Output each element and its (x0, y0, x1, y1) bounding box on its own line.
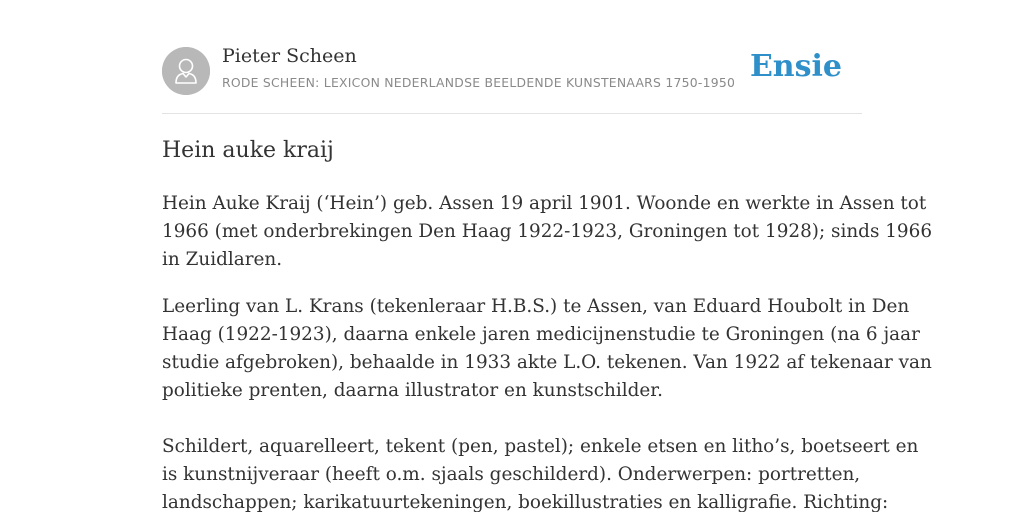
paragraph-2 (162, 293, 932, 512)
article-title: Hein auke kraij (162, 138, 334, 163)
user-icon (162, 47, 210, 95)
ensie-logo[interactable]: Ensie (749, 49, 842, 84)
text-line: in Zuidlaren. (162, 249, 283, 270)
text-line: landschappen; karikatuurtekeningen, boekillustraties en kalligrafie. Richting: (162, 492, 889, 512)
text-line: Schildert, aquarelleert, tekent (pen, pastel); enkele etsen en litho’s, boetseert en (162, 436, 919, 457)
author-name[interactable]: Pieter Scheen (222, 45, 357, 67)
text-line: Haag (1922-1923), daarna enkele jaren medicijnenstudie te Groningen (na 6 jaar (162, 324, 920, 345)
article-header (162, 0, 862, 114)
text-line: Leerling van L. Krans (tekenleraar H.B.S.) te Assen, van Eduard Houbolt in Den (162, 296, 910, 317)
blank-line (162, 405, 862, 433)
author-source: RODE SCHEEN: LEXICON NEDERLANDSE BEELDENDE KUNSTENAARS 1750-1950 (222, 75, 736, 90)
text-line: studie afgebroken), behaalde in 1933 akte L.O. tekenen. Van 1922 af tekenaar van (162, 352, 932, 373)
author-avatar[interactable] (162, 47, 210, 95)
paragraph-1 (162, 190, 933, 274)
article-container (162, 0, 933, 512)
text-line: Hein Auke Kraij (‘Hein’) geb. Assen 19 april 1901. Woonde en werkte in Assen tot (162, 193, 927, 214)
text-line: politieke prenten, daarna illustrator en kunstschilder. (162, 380, 663, 401)
text-line: 1966 (met onderbrekingen Den Haag 1922-1923, Groningen tot 1928); sinds 1966 (162, 221, 933, 242)
text-line: is kunstnijveraar (heeft o.m. sjaals geschilderd). Onderwerpen: portretten, (162, 464, 861, 485)
article-body (162, 190, 933, 512)
